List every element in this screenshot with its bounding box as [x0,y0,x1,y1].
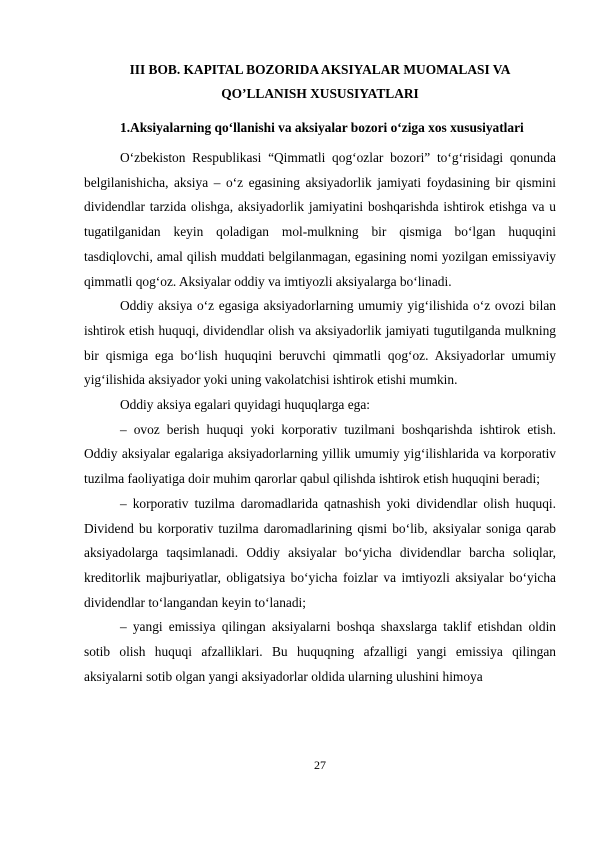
chapter-title [84,58,556,106]
paragraph-ordinary-share: Oddiy aksiya o‘z egasiga aksiyadorlarning umumiy yig‘ilishida o‘z ovozi bilan ishtirok etish huquqi, dividendlar olish va aksiyadorlik jamiyati tugutilganda mulkning bir qismiga ega bo‘lish huquqini beruvchi qimmatli qog‘oz. Aksiyadorlar umumiy yig‘ilishida aksiyador yoki uning vakolatchisi ishtirok etishi mumkin. [84,298,556,388]
paragraph-dividend-right: – korporativ tuzilma daromadlarida qatnashish yoki dividendlar olish huquqi. Dividend bu korporativ tuzilma daromadlarining qismi bo‘lib, aksiyalar soniga qarab aksiyadolarga taqsimlanadi. Oddiy aksiyalar bo‘yicha dividendlar barcha soliqlar, kreditorlik majburiyatlar, obligatsiya bo‘yicha foizlar va imtiyozli aksiyalar bo‘yicha dividendlar to‘langandan keyin to‘lanadi; [84,495,556,610]
chapter-title-line-2: QO’LLANISH XUSUSIYATLARI [221,86,419,101]
paragraph-voting-right: – ovoz berish huquqi yoki korporativ tuzilmani boshqarishda ishtirok etish. Oddiy aksiyalar egalariga aksiyadorlarning yillik umumiy yig‘ilishlarida va korporativ tuzilma faoliyatiga doir muhim qarorlar qabul qilishda ishtirok etish huquqini beradi; [84,421,556,487]
chapter-title-line-1: III BOB. KAPITAL BOZORIDA AKSIYALAR MUOMALASI VA [129,62,511,77]
paragraph-rights-intro: Oddiy aksiya egalari quyidagi huquqlarga ega: [120,397,371,413]
page-number: 27 [314,758,326,772]
paragraph-preemptive-right: – yangi emissiya qilingan aksiyalarni boshqa shaxslarga taklif etishdan oldin sotib olish huquqi afzalliklari. Bu huquqning afzalligi yangi emissiya qilingan aksiyalarni sotib olgan yangi aksiyadorlar oldida ularning ulushini himoya [84,619,556,684]
section-title: 1.Aksiyalarning qo‘llanishi va aksiyalar bozori o‘ziga xos xususiyatlari [120,120,524,135]
body-text [84,146,556,689]
paragraph-definition: O‘zbekiston Respublikasi “Qimmatli qog‘ozlar bozori” to‘g‘risidagi qonunda belgilanishicha, aksiya – o‘z egasining aksiyadorlik jamiyati foydasining bir qismini dividendlar tarzida olishga, aksiyadorlik jamiyatini boshqarishda ishtirok etishga va u tugatilganidan keyin qoladigan mol-mulkning bir qismiga bo‘lgan huquqini tasdiqlovchi, amal qilish muddati belgilanmagan, egasining nomi yozilgan emissiyaviy qimmatli qog‘oz. Aksiyalar oddiy va imtiyozli aksiyalarga bo‘linadi. [84,150,556,289]
